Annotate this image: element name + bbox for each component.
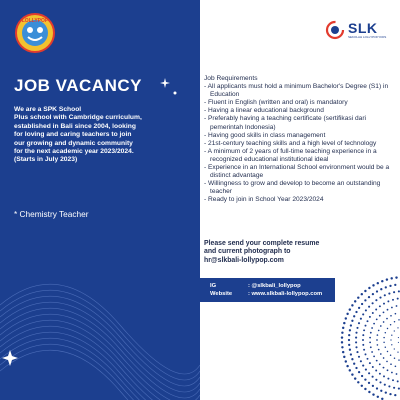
decor-dot [372, 385, 374, 387]
list-item: - Having good skills in class management [204, 131, 326, 139]
decor-dot [391, 344, 392, 345]
slk-logo [325, 20, 386, 40]
decor-dot [395, 313, 397, 315]
decor-dot [380, 353, 382, 355]
decor-dot [376, 387, 378, 389]
decor-dot [383, 303, 385, 305]
list-item: - Ready to join in School Year 2023/2024 [204, 196, 324, 204]
decor-dot [387, 378, 389, 380]
decor-dot [362, 313, 364, 315]
decor-dot [355, 337, 357, 339]
decor-dot [376, 360, 378, 362]
decor-dot [377, 334, 379, 336]
decor-dot [388, 385, 390, 387]
decor-dot [386, 278, 388, 280]
decor-dot [372, 302, 374, 304]
decor-dot [365, 369, 367, 371]
decor-dot [358, 371, 360, 373]
list-item: - Having a linear educational background [204, 107, 324, 115]
decor-dot [394, 330, 395, 331]
decor-dot [375, 309, 377, 311]
decor-dot [379, 363, 381, 365]
decor-dot [342, 351, 344, 353]
intro-line: established in Bali since 2004, looking [14, 122, 136, 130]
decor-dot [390, 315, 392, 317]
decor-dot [343, 322, 345, 324]
decor-dot [349, 349, 351, 351]
decor-dot [358, 307, 360, 309]
decor-dot [364, 378, 366, 380]
intro-line: for loving and caring teachers to join [14, 131, 132, 139]
decor-dot [372, 293, 374, 295]
decor-dot [345, 317, 347, 319]
decor-dot [385, 391, 387, 393]
decor-dot [341, 346, 343, 348]
send-line: Please send your complete resume [204, 240, 320, 247]
decor-dot [372, 376, 374, 378]
decor-dot [380, 288, 382, 290]
requirements-heading: Job Requirements [204, 75, 258, 82]
decor-dot [373, 356, 375, 358]
decor-dot [370, 332, 372, 334]
decor-dot [372, 393, 374, 395]
dot-pattern-decoration [310, 270, 400, 400]
decor-dot [354, 377, 356, 379]
decor-dot [351, 358, 353, 360]
decor-dot [378, 330, 380, 332]
decor-dot [392, 299, 394, 301]
decor-dot [363, 349, 365, 351]
decor-dot [383, 367, 385, 369]
decor-dot [394, 284, 396, 286]
decor-dot [396, 305, 398, 307]
decor-dot [390, 277, 392, 279]
decor-dot [387, 351, 388, 352]
decor-dot [357, 296, 359, 298]
list-item: - A minimum of 2 years of full-time teaching experience in a recognized educational institutional ideal [204, 147, 377, 163]
decor-dot [365, 353, 367, 355]
decor-dot [387, 309, 389, 311]
decor-dot [353, 315, 355, 317]
page-title: JOB VACANCY [14, 76, 142, 95]
decor-dot [355, 341, 357, 343]
decor-dot [373, 323, 375, 325]
decor-dot [360, 318, 362, 320]
slk-logo-icon [325, 20, 345, 40]
decor-dot [362, 344, 364, 346]
decor-dot [377, 282, 379, 284]
decor-dot [394, 394, 396, 396]
decor-dot [383, 342, 384, 343]
sparkle-small-icon [173, 91, 177, 95]
decor-dot [365, 325, 367, 327]
position-title: * Chemistry Teacher [14, 209, 89, 219]
decor-dot [361, 303, 363, 305]
decor-dot [369, 337, 371, 339]
website-label: Website [210, 291, 233, 297]
decor-dot [378, 349, 380, 351]
decor-dot [349, 329, 351, 331]
decor-dot [385, 346, 386, 347]
decor-dot [393, 291, 395, 293]
decor-dot [381, 280, 383, 282]
decor-dot [362, 334, 364, 336]
send-resume-section [204, 240, 394, 265]
decor-dot [360, 360, 362, 362]
decor-dot [387, 328, 388, 329]
decor-dot [391, 307, 393, 309]
decor-dot [362, 365, 364, 367]
decor-dot [388, 293, 390, 295]
intro-line: our growing and dynamic community [14, 139, 133, 147]
decor-dot [391, 335, 392, 336]
decor-dot [390, 324, 391, 325]
decor-dot [356, 327, 358, 329]
decor-dot [358, 322, 360, 324]
website-link[interactable]: : www.slkbali-lollypop.com [248, 291, 323, 297]
decor-dot [351, 373, 353, 375]
decor-dot [371, 327, 373, 329]
decor-dot [395, 276, 397, 278]
decor-dot [364, 388, 366, 390]
decor-dot [397, 351, 398, 352]
decor-dot [394, 348, 395, 349]
list-item: - 21st-century teaching skills and a high level of technology [204, 139, 377, 147]
decor-dot [379, 305, 381, 307]
decor-dot [361, 375, 363, 377]
decor-dot [349, 369, 351, 371]
decor-dot [396, 373, 398, 375]
decor-dot [362, 339, 364, 341]
decor-dot [387, 369, 389, 371]
decor-dot [350, 324, 352, 326]
decor-dot [398, 337, 399, 338]
send-line: and current photograph to [204, 248, 291, 256]
decor-dot [368, 391, 370, 393]
decor-dot [375, 379, 377, 381]
decor-dot [383, 357, 385, 359]
decor-dot [356, 351, 358, 353]
intro-text [14, 106, 190, 165]
decor-dot [355, 367, 357, 369]
decor-dot [383, 312, 385, 314]
decor-dot [369, 342, 371, 344]
decor-dot [372, 284, 374, 286]
decor-dot [370, 346, 372, 348]
decor-dot [376, 290, 378, 292]
decor-dot [341, 331, 343, 333]
decor-dot [397, 298, 399, 300]
decor-dot [363, 329, 365, 331]
decor-dot [390, 339, 391, 340]
decor-dot [386, 318, 388, 320]
decor-dot [346, 365, 348, 367]
decor-dot [343, 356, 345, 358]
decor-dot [386, 361, 388, 363]
list-item: - Preferably having a teaching certificate (sertifikasi dari pemerintah Indonesia) [204, 115, 366, 131]
decor-dot [368, 296, 370, 298]
list-item: - Experience in an International School environment would be a distinct advantage [204, 164, 390, 180]
logo-text: LOLLYPOP [21, 18, 49, 24]
decor-dot [364, 290, 366, 292]
decor-dot [393, 387, 395, 389]
decor-dot [348, 339, 350, 341]
decor-dot [390, 363, 392, 365]
decor-dot [398, 342, 399, 343]
decor-dot [380, 325, 382, 327]
decor-dot [369, 316, 371, 318]
decor-dot [353, 363, 355, 365]
decor-dot [389, 393, 391, 395]
decor-dot [383, 321, 385, 323]
decor-dot [375, 370, 377, 372]
ig-handle-link[interactable]: : @slkbali_lollypop [248, 283, 301, 289]
sparkle-icon [160, 78, 170, 88]
decor-dot [380, 390, 382, 392]
decor-dot [348, 344, 350, 346]
decor-dot [389, 285, 391, 287]
decor-dot [379, 297, 381, 299]
intro-line: We are a SPK School [14, 106, 82, 113]
decor-dot [346, 313, 348, 315]
decor-dot [385, 286, 387, 288]
list-item: - Willingness to grow and develop to become an outstanding teacher [204, 180, 381, 196]
intro-line: (Starts in July 2023) [14, 156, 78, 164]
ig-label: IG [210, 283, 217, 289]
decor-dot [385, 332, 386, 333]
decor-dot [384, 294, 386, 296]
decor-dot [383, 375, 385, 377]
decor-dot [384, 384, 386, 386]
decor-dot [377, 396, 379, 398]
decor-dot [377, 344, 379, 346]
decor-dot [341, 341, 343, 343]
list-item: - All applicants must hold a minimum Bachelor's Degree (S1) in Education [204, 83, 389, 99]
decor-dot [372, 366, 374, 368]
decor-dot [349, 308, 351, 310]
intro-line: for the next academic year 2023/2024. [14, 148, 134, 156]
decor-dot [397, 327, 398, 328]
decor-dot [368, 306, 370, 308]
decor-dot [365, 309, 367, 311]
decor-dot [390, 355, 391, 356]
decor-dot [351, 304, 353, 306]
decor-dot [367, 320, 369, 322]
decor-dot [372, 312, 374, 314]
decor-dot [379, 315, 381, 317]
decor-dot [341, 336, 343, 338]
wave-lines-decoration [0, 215, 200, 400]
requirements-section [204, 75, 394, 205]
decor-dot [369, 362, 371, 364]
decor-dot [379, 373, 381, 375]
slk-tagline: SEKOLAH LOLLYPOP KIDS [348, 35, 387, 39]
decor-dot [348, 334, 350, 336]
decor-dot [392, 379, 394, 381]
requirements-list [204, 83, 394, 204]
decor-dot [371, 351, 373, 353]
decor-dot [361, 293, 363, 295]
decor-dot [394, 321, 395, 322]
decor-dot [376, 319, 378, 321]
decor-dot [375, 299, 377, 301]
decor-dot [397, 380, 399, 382]
decor-dot [394, 357, 395, 358]
decor-dot [350, 353, 352, 355]
list-item: - Fluent in English (written and oral) is mandatory [204, 99, 348, 107]
intro-line: Plus school with Cambridge curriculum, [14, 114, 142, 122]
decor-dot [368, 372, 370, 374]
decor-dot [342, 327, 344, 329]
decor-dot [355, 332, 357, 334]
decor-dot [395, 365, 397, 367]
decor-dot [391, 372, 393, 374]
decor-dot [361, 385, 363, 387]
decor-dot [367, 358, 369, 360]
decor-dot [368, 382, 370, 384]
decor-dot [379, 381, 381, 383]
decor-dot [354, 300, 356, 302]
decor-dot [358, 356, 360, 358]
decor-dot [355, 346, 357, 348]
decor-dot [355, 311, 357, 313]
lollypop-logo-icon [14, 12, 56, 54]
decor-dot [376, 339, 378, 341]
decor-dot [383, 337, 384, 338]
decor-dot [364, 299, 366, 301]
decor-dot [387, 300, 389, 302]
slk-name: SLK [348, 20, 378, 36]
decor-dot [351, 320, 353, 322]
decor-dot [345, 360, 347, 362]
decor-dot [368, 287, 370, 289]
email-link[interactable]: hr@slkbali-lollypop.com [204, 256, 284, 264]
decor-dot [357, 381, 359, 383]
